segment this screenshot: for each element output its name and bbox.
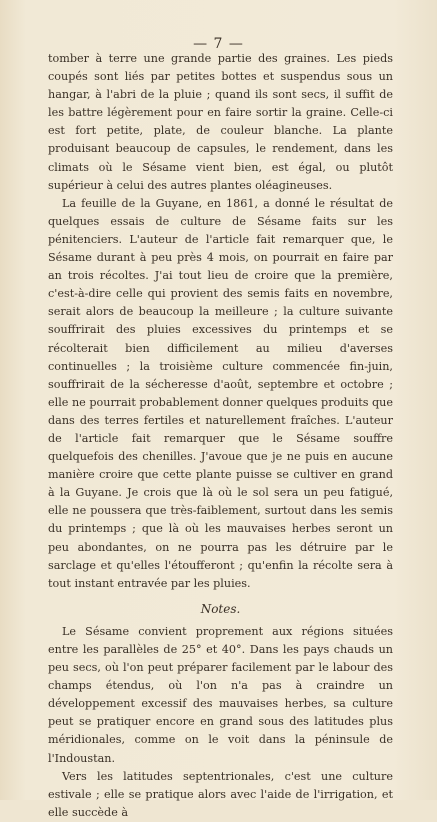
paragraph-guyane: La feuille de la Guyane, en 1861, a donné le résultat de quelques essais de culture de Sésame faits sur les pénitenciers. L'auteur de l'article fait remarquer que, le Sésame durant à peu près 4 mois, on pourrait en faire par an trois récoltes. J'ai tout lieu de croire que la première, c'est-à-dire celle qui provient des semis faits en novembre, serait alors de beaucoup la meilleure ; la culture suivante souffrirait des pluies excessives du printemps et se récolterait bien difficilement au milieu d'averses continuelles ; la troisième culture commencée fin-juin, souffrirait de la sécheresse d'août, septembre et octobre ; elle ne pourrait probablement donner quelques produits que dans des terres fertiles et naturellement fraîches. L'auteur de l'article fait remarquer que le Sésame souffre quelquefois des chenilles. J'avoue que je ne puis en aucune manière croire que cette plante puisse se cultiver en grand à la Guyane. Je crois que là où le sol sera un peu fatigué, elle ne poussera que très-faiblement, surtout dans les semis du printemps ; que là où les mauvaises herbes seront un peu abondantes, on ne pourra pas les détruire par le sarclage et qu'elles l'étoufferont ; qu'enfin la récolte sera à tout instant entravée par les pluies. [48, 196, 394, 590]
notes-paragraph: Le Sésame convient proprement aux régions situées entre les parallèles de 25° et 40°. Dans les pays chauds un peu secs, où l'on peut préparer facilement par le labour des champs étendus, où l'on n'a pas à craindre un développement excessif des mauvaises herbes, sa culture peut se pratiquer encore en grand sous des latitudes plus méridionales, comme on le voit dans la péninsule de l'Indoustan. [48, 624, 393, 765]
page-number: — 7 — [193, 36, 244, 52]
paragraph-continuation: tomber à terre une grande partie des graines. Les pieds coupés sont liés par petites bottes et suspendus sous un hangar, à l'abri de la pluie ; quand ils sont secs, il suffit de les battre légèrement pour en faire sortir la graine. Celle-ci est fort petite, plate, de couleur blanche. La plante produisant beaucoup de capsules, le rendement, dans les climats où le Sésame vient bien, est égal, ou plutôt supérieur à celui des autres plantes oléagineuses. [48, 52, 393, 192]
notes-heading: Notes. [200, 601, 241, 616]
body-text [48, 50, 393, 822]
notes-paragraph-continued: Vers les latitudes septentrionales, c'est une culture estivale ; elle se pratique alors avec l'aide de l'irrigation, et elle succède à [48, 769, 393, 819]
